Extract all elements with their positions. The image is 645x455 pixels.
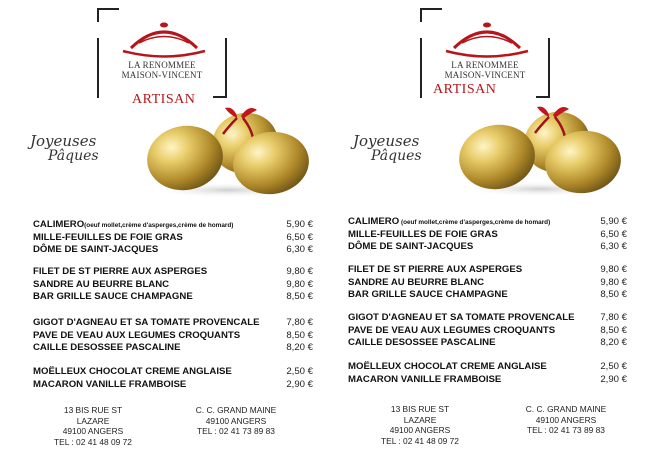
dish-name: MACARON VANILLE FRAMBOISE — [33, 378, 187, 390]
dish-price: 6,30 € — [286, 244, 313, 256]
address-line: C. C. GRAND MAINE — [195, 405, 277, 415]
shop-address — [186, 405, 286, 437]
address-phone: TEL : 02 41 48 09 72 — [381, 435, 459, 446]
address-line: 13 BIS RUE ST LAZARE — [390, 404, 450, 425]
brand-name: LA RENOMMEE — [451, 60, 519, 70]
dish-price: 7,80 € — [286, 317, 313, 328]
dish-name: FILET DE ST PIERRE AUX ASPERGES — [33, 266, 208, 277]
dish-description: (oeuf mollet,crème d'asperges,crème de homard) — [399, 219, 551, 226]
dish-name: MILLE-FEUILLES DE FOIE GRAS — [33, 231, 183, 243]
menu-item — [348, 361, 627, 374]
dish-price: 6,50 € — [600, 228, 627, 240]
dish-name-wrap — [348, 241, 473, 252]
dish-price: 9,80 € — [600, 276, 627, 288]
artisan-label: ARTISAN — [132, 92, 196, 107]
eggs-image — [445, 97, 625, 197]
dish-name: CALIMERO — [33, 219, 85, 230]
menu-section — [348, 264, 627, 302]
menu-item — [33, 266, 313, 279]
menu-item — [33, 232, 313, 245]
dish-name-wrap — [348, 216, 550, 227]
menu-section — [348, 361, 627, 386]
dish-name: DÔME DE SAINT-JACQUES — [348, 241, 474, 253]
dish-price: 6,30 € — [600, 241, 627, 253]
address-city: 49100 ANGERS — [535, 414, 597, 425]
dish-name: CAILLE DESOSSEE PASCALINE — [33, 342, 181, 354]
menu-flyer — [323, 0, 645, 455]
dish-name: CAILLE DESOSSEE PASCALINE — [348, 337, 496, 349]
dish-description: (oeuf mollet,crème d'asperges,crème de homard) — [84, 222, 234, 229]
brand-subname: MAISON-VINCENT — [121, 70, 203, 80]
dish-name-wrap — [33, 291, 193, 302]
dish-name-wrap — [348, 312, 575, 323]
greeting-line: Pâques — [371, 148, 422, 164]
menu-item — [33, 379, 313, 392]
menu-item — [33, 330, 313, 343]
address-city: 49100 ANGERS — [205, 415, 267, 426]
dish-price: 8,50 € — [286, 329, 313, 341]
dish-name: PAVE DE VEAU AUX LEGUMES CROQUANTS — [33, 329, 241, 341]
menu-section — [33, 317, 313, 355]
menu-section — [348, 216, 627, 254]
brand-subname: MAISON-VINCENT — [444, 70, 526, 80]
address-phone: TEL : 02 41 73 89 83 — [527, 425, 605, 435]
greeting-line: Pâques — [48, 148, 99, 164]
menu-section — [33, 366, 313, 391]
dish-name-wrap — [33, 279, 169, 290]
dish-name-wrap — [348, 374, 501, 385]
address-phone: TEL : 02 41 48 09 72 — [54, 436, 132, 447]
dish-name-wrap — [348, 337, 495, 348]
logo-frame — [97, 8, 119, 22]
menu-item — [348, 325, 627, 338]
greeting-line: Joyeuses — [30, 132, 97, 150]
dish-name-wrap — [33, 219, 233, 230]
menu-item — [348, 312, 627, 325]
artisan-label: ARTISAN — [433, 82, 497, 97]
dish-price: 2,50 € — [600, 361, 627, 372]
dish-name: DÔME DE SAINT-JACQUES — [33, 244, 159, 256]
menu-item — [348, 229, 627, 242]
eggs-image — [133, 98, 313, 198]
shop-address — [516, 404, 616, 436]
menu-item — [33, 366, 313, 379]
menu-item — [33, 342, 313, 355]
menu-item — [348, 264, 627, 277]
dish-name-wrap — [348, 325, 555, 336]
dish-price: 9,80 € — [600, 264, 627, 275]
logo-frame — [420, 8, 442, 22]
dish-name: FILET DE ST PIERRE AUX ASPERGES — [348, 264, 523, 275]
dish-name-wrap — [33, 317, 260, 328]
menu-flyer — [0, 0, 322, 455]
easter-greeting — [353, 132, 422, 164]
brand-name: LA RENOMMEE — [128, 60, 196, 70]
dish-price: 2,50 € — [286, 366, 313, 377]
dish-price: 9,80 € — [286, 278, 313, 290]
menu-item — [348, 277, 627, 290]
menu-item — [348, 289, 627, 302]
menu-item — [33, 317, 313, 330]
dish-name-wrap — [348, 229, 498, 240]
dish-name: MACARON VANILLE FRAMBOISE — [348, 373, 502, 385]
menu-item — [348, 337, 627, 350]
shop-address — [48, 405, 138, 447]
dish-name-wrap — [348, 277, 484, 288]
dish-price: 8,50 € — [286, 291, 313, 303]
menu-item — [33, 244, 313, 257]
dish-price: 7,80 € — [600, 312, 627, 323]
dish-price: 9,80 € — [286, 266, 313, 277]
dish-price: 8,20 € — [286, 342, 313, 354]
shop-address — [375, 404, 465, 446]
dish-price: 8,20 € — [600, 337, 627, 349]
dish-name: BAR GRILLE SAUCE CHAMPAGNE — [33, 291, 193, 303]
dish-name: MILLE-FEUILLES DE FOIE GRAS — [348, 228, 498, 240]
dish-name: BAR GRILLE SAUCE CHAMPAGNE — [348, 289, 508, 301]
dish-name: SANDRE AU BEURRE BLANC — [348, 276, 485, 288]
dish-name: GIGOT D'AGNEAU ET SA TOMATE PROVENCALE — [348, 312, 575, 323]
address-phone: TEL : 02 41 73 89 83 — [197, 426, 275, 436]
menu-section — [33, 266, 313, 304]
dish-price: 2,90 € — [600, 373, 627, 385]
dish-name: MOËLLEUX CHOCOLAT CREME ANGLAISE — [33, 366, 232, 377]
dish-name-wrap — [33, 232, 183, 243]
menu-item — [33, 219, 313, 232]
menu-item — [348, 216, 627, 229]
dish-name: MOËLLEUX CHOCOLAT CREME ANGLAISE — [348, 361, 547, 372]
menu-item — [348, 241, 627, 254]
brand-logo — [97, 8, 227, 98]
dish-price: 5,90 € — [600, 216, 627, 227]
address-line: 13 BIS RUE ST LAZARE — [63, 405, 123, 426]
menu-item — [33, 291, 313, 304]
golden-eggs-illustration — [133, 98, 313, 198]
dish-price: 2,90 € — [286, 378, 313, 390]
dish-name-wrap — [33, 244, 158, 255]
dish-name-wrap — [33, 330, 240, 341]
address-city: 49100 ANGERS — [389, 425, 451, 435]
dish-name: PAVE DE VEAU AUX LEGUMES CROQUANTS — [348, 324, 556, 336]
dish-name-wrap — [33, 379, 186, 390]
golden-eggs-illustration — [445, 97, 625, 197]
menu-section — [348, 312, 627, 350]
easter-greeting — [30, 132, 99, 164]
dish-name: CALIMERO — [348, 216, 400, 227]
dish-name: SANDRE AU BEURRE BLANC — [33, 278, 170, 290]
dish-price: 8,50 € — [600, 324, 627, 336]
menu-section — [33, 219, 313, 257]
dish-price: 6,50 € — [286, 231, 313, 243]
dish-price: 8,50 € — [600, 289, 627, 301]
dish-name-wrap — [33, 366, 232, 377]
address-city: 49100 ANGERS — [62, 426, 124, 436]
menu-item — [33, 279, 313, 292]
dish-name: GIGOT D'AGNEAU ET SA TOMATE PROVENCALE — [33, 317, 260, 328]
dish-name-wrap — [33, 266, 207, 277]
dish-price: 5,90 € — [286, 219, 313, 230]
dish-name-wrap — [33, 342, 180, 353]
menu-item — [348, 374, 627, 387]
greeting-line: Joyeuses — [353, 132, 420, 150]
address-line: C. C. GRAND MAINE — [525, 404, 607, 414]
dish-name-wrap — [348, 264, 522, 275]
cloche-icon — [119, 18, 209, 60]
dish-name-wrap — [348, 361, 547, 372]
dish-name-wrap — [348, 289, 508, 300]
cloche-icon — [442, 18, 532, 60]
